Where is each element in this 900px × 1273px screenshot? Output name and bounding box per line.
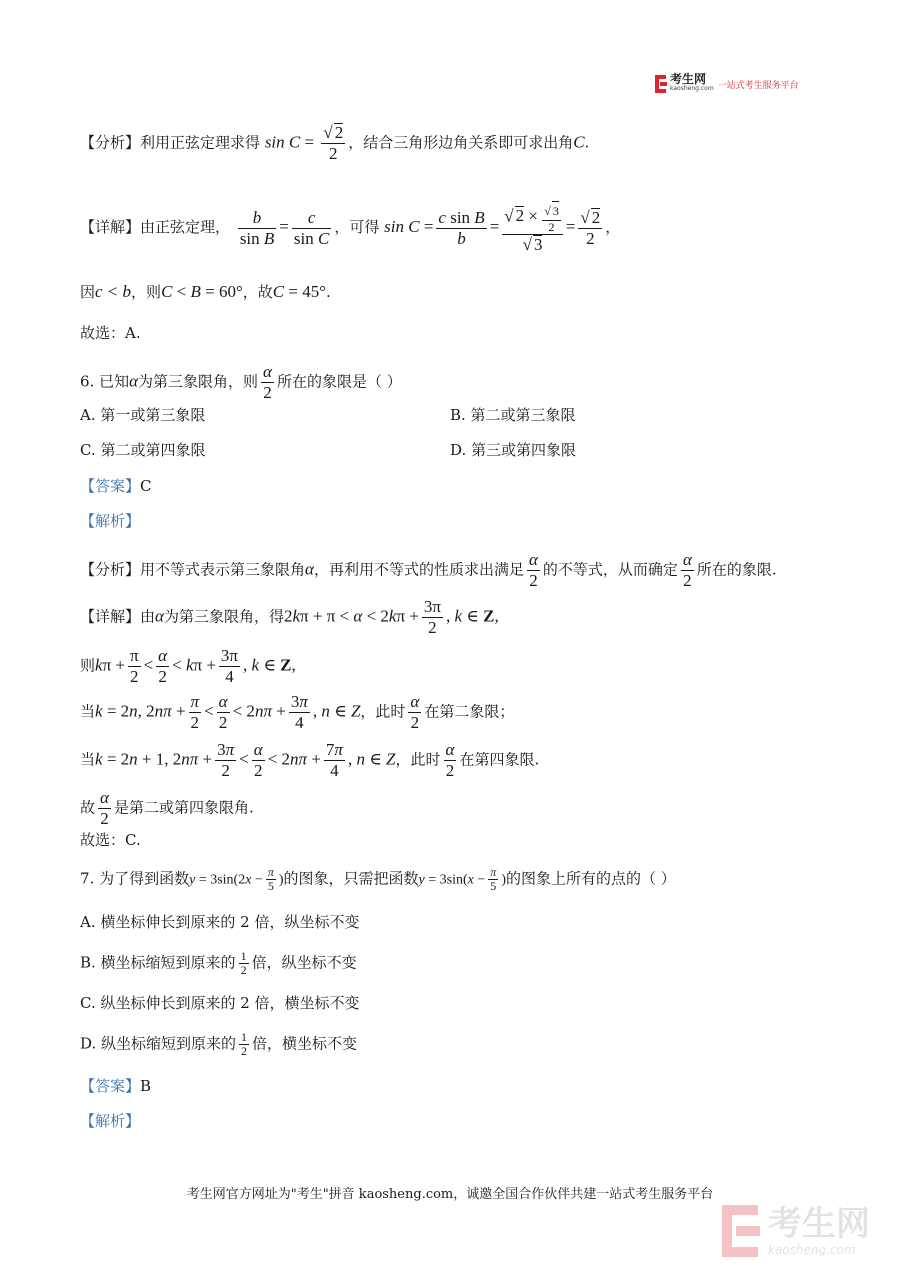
q7-answer: 【答案】B (80, 1077, 152, 1095)
watermark-logo (722, 1205, 870, 1257)
header-slogan: 一站式考生服务平台 (717, 80, 799, 91)
logo-icon (655, 75, 667, 93)
watermark-icon (722, 1205, 762, 1257)
q5-detail-line: 【详解】由正弦定理， $\frac{b}{\text{sin B}}$ = $\frac{c}{\text{sin C}}$ ，可得 sin C = $\frac{\text{c sin B}}{b}$ = √ 2 × $\frac{√ 3}{2}$ √ 3 = $\frac{√ 2}{2}$ ， (80, 201, 620, 255)
q6-answer: 【答案】C (80, 477, 152, 495)
q5-analysis-line: 【分析】利用正弦定理求得 sin C = $\frac{√ 2}{2}$ ，结合三角形边角关系即可求出角C. (80, 123, 590, 163)
q6-fenxi: 【分析】用不等式表示第三象限角α，再利用不等式的性质求出满足 $\frac{\alpha}{2}$ 的不等式，从而确定 $\frac{\alpha}{2}$ 所在的象限. (80, 550, 777, 590)
q6-detail-2: 则kπ + $\frac{\pi}{2}$ < $\frac{\alpha}{2}$ < kπ + $\frac{3\pi}{4}$ , k ∈ Z, (80, 646, 296, 686)
logo-domain: kaosheng.com (670, 85, 714, 92)
q6-detail-5: 故 $\frac{\alpha}{2}$ 是第二或第四象限角. (80, 788, 254, 828)
q7-analysis-label: 【解析】 (80, 1112, 141, 1130)
q7-option-c: C. 纵坐标伸长到原来的 2 倍，横坐标不变 (80, 994, 360, 1012)
q6-option-c: C. 第二或第四象限 (80, 441, 206, 459)
q7-option-b: B. 横坐标缩短到原来的 $\frac{1}{2}$ 倍，纵坐标不变 (80, 949, 357, 977)
q7-option-d: D. 纵坐标缩短到原来的 $\frac{1}{2}$ 倍，横坐标不变 (80, 1030, 358, 1058)
watermark-name: 考生网 (768, 1204, 870, 1244)
q6-option-a: A. 第一或第三象限 (80, 406, 206, 424)
logo-name: 考生网 (670, 72, 707, 86)
q6-option-b: B. 第二或第三象限 (450, 406, 576, 424)
q7-option-a: A. 横坐标伸长到原来的 2 倍，纵坐标不变 (80, 913, 360, 931)
watermark-domain: kaosheng.com (768, 1243, 856, 1257)
q6-detail-3: 当k = 2n, 2nπ + $\frac{\pi}{2}$ < $\frac{\alpha}{2}$ < 2nπ + $\frac{3\pi}{4}$ , n ∈ Z，此时 $\frac{\alpha}{2}$ 在第二象限； (80, 692, 515, 732)
q6-detail-4: 当k = 2n + 1, 2nπ + $\frac{3\pi}{2}$ < $\frac{\alpha}{2}$ < 2nπ + $\frac{7\pi}{4}$ , n ∈ Z，此时 $\frac{\alpha}{2}$ 在第四象限. (80, 740, 540, 780)
q6-option-d: D. 第三或第四象限 (450, 441, 577, 459)
q7-stem: 7. 为了得到函数y = 3sin(2x − $\frac{\pi}{5}$ )的图象，只需把函数y = 3sin(x − $\frac{\pi}{5}$ )的图象上所有的点的（ ） (80, 865, 676, 893)
q6-detail-1: 【详解】由α为第三象限角，得2kπ + π < α < 2kπ + $\frac{3\pi}{2}$ , k ∈ Z, (80, 597, 499, 637)
q5-because-line: 因c < b，则C < B = 60°，故C = 45°. (80, 282, 331, 301)
q5-choice: 故选：A. (80, 324, 141, 342)
header-logo (655, 74, 799, 94)
q6-analysis-label: 【解析】 (80, 512, 141, 530)
page-footer: 考生网官方网址为"考生"拼音 kaosheng.com，诚邀全国合作伙伴共建一站式考生服务平台 (186, 1187, 714, 1202)
q6-choice: 故选：C. (80, 831, 141, 849)
q6-stem: 6. 已知α为第三象限角，则 $\frac{\alpha}{2}$ 所在的象限是（ ） (80, 362, 402, 402)
